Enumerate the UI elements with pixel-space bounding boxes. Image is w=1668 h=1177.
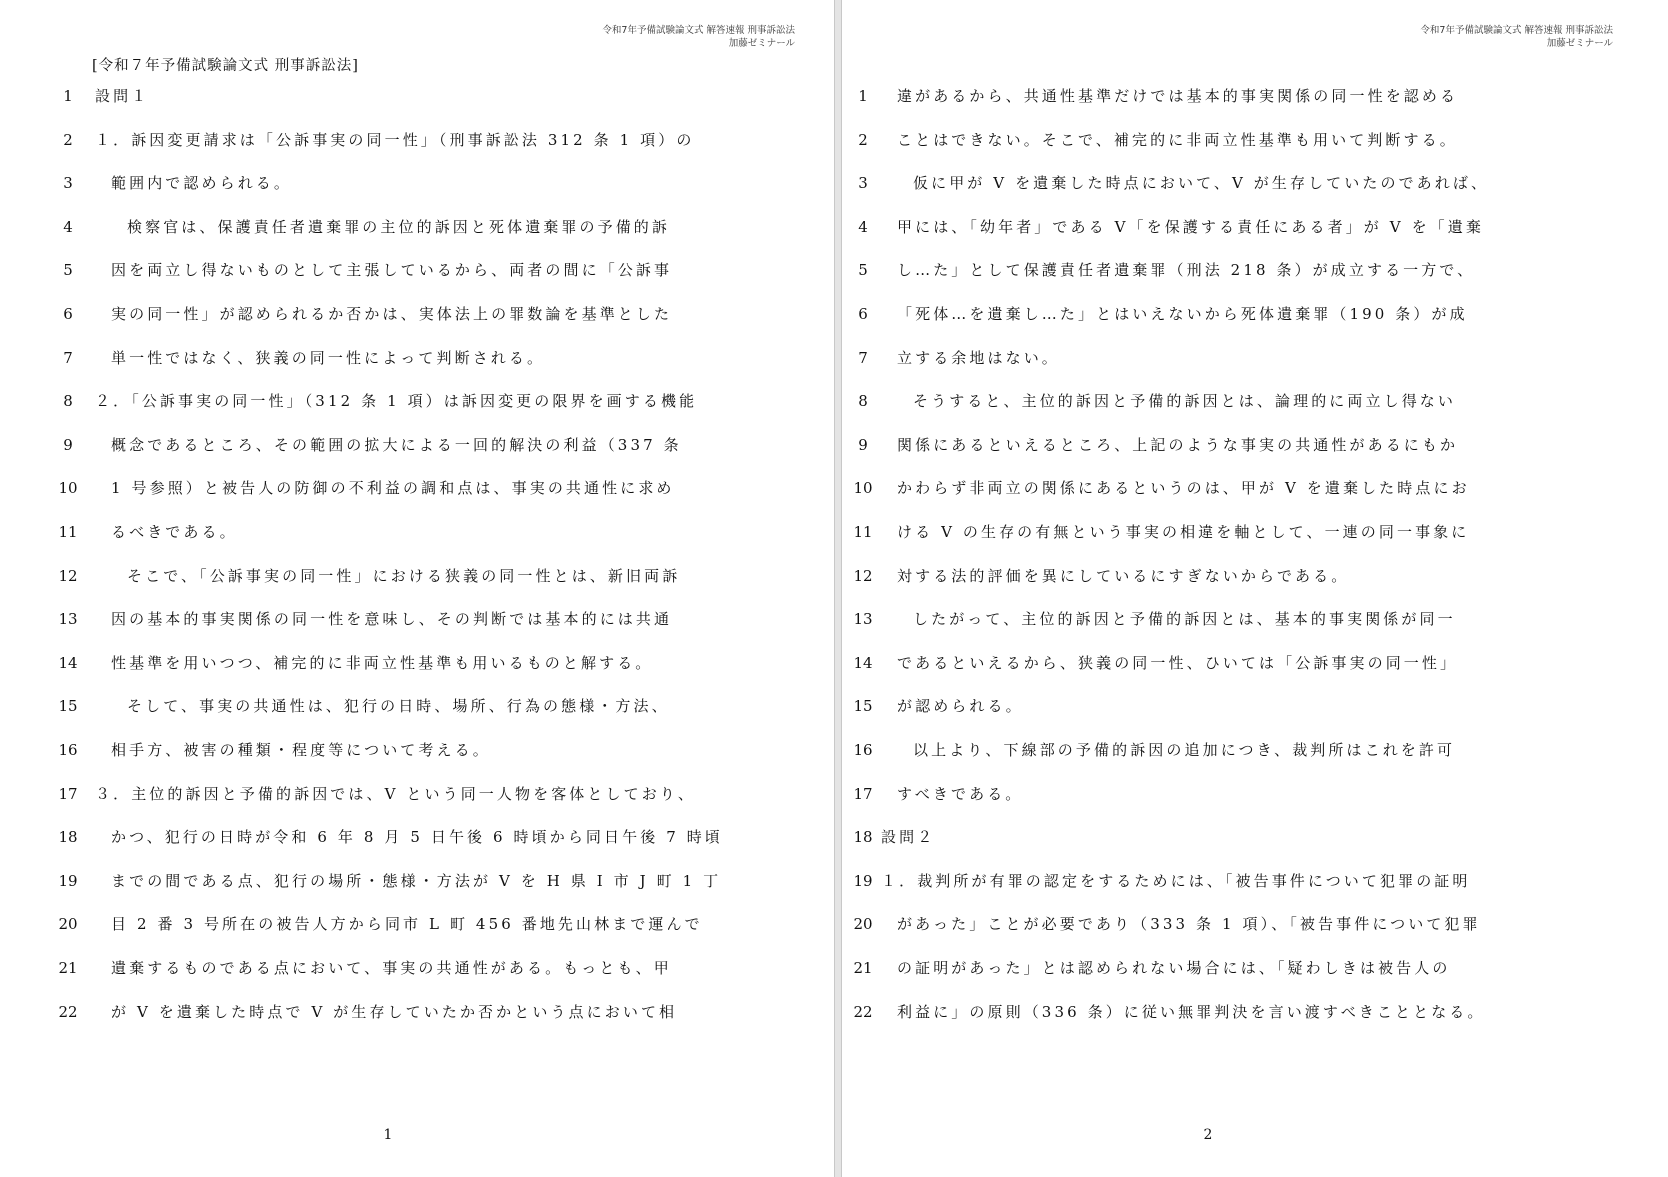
text-line — [843, 84, 1668, 108]
text-line — [0, 1000, 830, 1024]
line-number: 20 — [853, 915, 873, 934]
line-text: 仮に甲が V を遺棄した時点において、V が生存していたのであれば、 — [913, 174, 1490, 193]
text-line — [843, 389, 1668, 413]
line-text: であるといえるから、狭義の同一性、ひいては「公訴事実の同一性」 — [897, 653, 1459, 672]
text-line — [843, 302, 1668, 326]
line-number: 9 — [858, 435, 868, 454]
line-text: 概念であるところ、その範囲の拡大による一回的解決の利益（337 条 — [111, 435, 682, 454]
line-text: 因の基本的事実関係の同一性を意味し、その判断では基本的には共通 — [111, 610, 673, 629]
line-number: 21 — [853, 959, 873, 977]
text-line — [0, 782, 830, 806]
line-number: 5 — [63, 261, 73, 280]
text-line — [843, 651, 1668, 675]
line-text: ける V の生存の有無という事実の相違を軸として、一連の同一事象に — [897, 523, 1470, 541]
text-line — [0, 171, 830, 195]
line-text: 遺棄するものである点において、事実の共通性がある。もっとも、甲 — [111, 959, 672, 977]
line-number: 16 — [853, 741, 873, 759]
line-text: るべきである。 — [111, 523, 238, 541]
text-line — [0, 346, 830, 370]
page-number: 1 — [383, 1127, 393, 1143]
line-number: 14 — [853, 653, 873, 672]
text-line — [0, 651, 830, 675]
text-line — [0, 215, 830, 239]
text-line — [0, 869, 830, 893]
text-line — [843, 171, 1668, 195]
text-line — [843, 869, 1668, 893]
line-text: 違があるから、共通性基準だけでは基本的事実関係の同一性を認める — [897, 87, 1459, 105]
line-text: までの間である点、犯行の場所・態様・方法が V を H 県 I 市 J 町 1 丁 — [111, 871, 722, 890]
line-number: 4 — [63, 217, 73, 236]
text-line — [0, 84, 830, 108]
text-line — [0, 738, 830, 762]
text-line — [843, 258, 1668, 282]
line-text: したがって、主位的訴因と予備的訴因とは、基本的事実関係が同一 — [913, 610, 1456, 629]
line-text: １．訴因変更請求は「公訴事実の同一性」（刑事訴訟法 312 条 1 項）の — [95, 130, 695, 149]
page-divider — [834, 0, 842, 1177]
line-number: 5 — [858, 261, 868, 280]
text-line — [0, 607, 830, 631]
text-line — [843, 520, 1668, 544]
text-line — [843, 476, 1668, 500]
text-line — [0, 825, 830, 849]
line-text: があった」ことが必要であり（333 条 1 項）、「被告事件について犯罪 — [897, 915, 1481, 934]
line-number: 19 — [853, 871, 873, 890]
line-text: ３．主位的訴因と予備的訴因では、V という同一人物を客体としており、 — [95, 784, 697, 803]
text-line — [0, 302, 830, 326]
text-line — [843, 782, 1668, 806]
header-publisher: 加藤ゼミナール — [728, 38, 795, 49]
document-page-1 — [0, 0, 830, 1177]
page-number: 2 — [1203, 1127, 1213, 1143]
text-line — [0, 258, 830, 282]
text-line — [843, 1000, 1668, 1024]
text-line — [843, 825, 1668, 849]
line-text: 以上より、下線部の予備的訴因の追加につき、裁判所はこれを許可 — [913, 741, 1456, 759]
text-line — [843, 912, 1668, 936]
line-number: 2 — [858, 130, 868, 149]
line-text: 立する余地はない。 — [897, 348, 1060, 367]
line-number: 7 — [858, 348, 868, 367]
line-number: 16 — [58, 741, 78, 759]
line-text: 実の同一性」が認められるか否かは、実体法上の罪数論を基準とした — [111, 305, 673, 323]
text-line — [0, 389, 830, 413]
header-publisher: 加藤ゼミナール — [1546, 38, 1613, 49]
line-text: 利益に」の原則（336 条）に従い無罪判決を言い渡すべきこととなる。 — [897, 1002, 1486, 1021]
text-line — [843, 128, 1668, 152]
line-number: 10 — [58, 479, 78, 498]
line-text: 関係にあるといえるところ、上記のような事実の共通性があるにもか — [897, 435, 1459, 454]
line-number: 18 — [853, 828, 873, 847]
line-number: 7 — [63, 348, 73, 367]
line-number: 9 — [63, 435, 73, 454]
line-number: 13 — [853, 610, 873, 629]
line-text: そうすると、主位的訴因と予備的訴因とは、論理的に両立し得ない — [913, 392, 1457, 411]
header-exam-title: 令和7年予備試験論文式 解答速報 刑事訴訟法 — [1420, 25, 1613, 36]
line-number: 1 — [858, 87, 868, 105]
line-number: 22 — [58, 1002, 78, 1021]
text-line — [843, 433, 1668, 457]
line-text: が V を遺棄した時点で V が生存していたか否かという点において相 — [111, 1002, 678, 1021]
line-text: の証明があった」とは認められない場合には、「疑わしきは被告人の — [897, 959, 1451, 977]
line-number: 12 — [853, 566, 873, 585]
text-line — [0, 520, 830, 544]
line-text: 単一性ではなく、狭義の同一性によって判断される。 — [111, 348, 546, 367]
line-number: 12 — [58, 566, 78, 585]
line-text: ２．「公訴事実の同一性」（312 条 1 項）は訴因変更の限界を画する機能 — [95, 392, 698, 411]
line-text: １．裁判所が有罪の認定をするためには、「被告事件について犯罪の証明 — [881, 871, 1471, 890]
text-line — [0, 476, 830, 500]
line-text: そして、事実の共通性は、犯行の日時、場所、行為の態様・方法、 — [127, 697, 670, 716]
document-title: [令和７年予備試験論文式 刑事訴訟法] — [92, 58, 359, 74]
line-text: すべきである。 — [897, 784, 1024, 803]
text-line — [0, 912, 830, 936]
line-text: 性基準を用いつつ、補完的に非両立性基準も用いるものと解する。 — [111, 653, 654, 672]
line-number: 4 — [858, 217, 868, 236]
text-line — [0, 694, 830, 718]
header-exam-title: 令和7年予備試験論文式 解答速報 刑事訴訟法 — [602, 25, 795, 36]
line-text: 検察官は、保護責任者遺棄罪の主位的訴因と死体遺棄罪の予備的訴 — [127, 217, 671, 236]
text-line — [0, 564, 830, 588]
line-text: 相手方、被害の種類・程度等について考える。 — [111, 741, 491, 759]
page-header — [602, 24, 795, 50]
line-number: 15 — [58, 697, 78, 716]
line-number: 8 — [858, 392, 868, 411]
line-text: 1 号参照）と被告人の防御の不利益の調和点は、事実の共通性に求め — [111, 479, 675, 498]
line-number: 6 — [858, 305, 868, 323]
line-text: 因を両立し得ないものとして主張しているから、両者の間に「公訴事 — [111, 261, 673, 280]
line-number: 15 — [853, 697, 873, 716]
line-text: 範囲内で認められる。 — [111, 174, 293, 193]
text-line — [0, 433, 830, 457]
line-number: 1 — [63, 87, 73, 105]
text-line — [843, 738, 1668, 762]
line-number: 20 — [58, 915, 78, 934]
line-number: 11 — [853, 523, 873, 541]
line-text: し…た」として保護責任者遺棄罪（刑法 218 条）が成立する一方で、 — [897, 261, 1476, 280]
line-number: 17 — [853, 784, 873, 803]
text-line — [0, 128, 830, 152]
line-number: 22 — [853, 1002, 873, 1021]
line-number: 3 — [63, 174, 73, 193]
text-line — [0, 956, 830, 980]
text-line — [843, 956, 1668, 980]
page-header — [1420, 24, 1613, 50]
line-text: 設問１ — [95, 87, 150, 105]
line-text: が認められる。 — [897, 697, 1024, 716]
line-number: 14 — [58, 653, 78, 672]
line-text: かつ、犯行の日時が令和 6 年 8 月 5 日午後 6 時頃から同日午後 7 時頃 — [111, 828, 723, 847]
line-number: 6 — [63, 305, 73, 323]
line-text: 「死体…を遺棄し…た」とはいえないから死体遺棄罪（190 条）が成 — [897, 305, 1468, 323]
line-number: 10 — [853, 479, 873, 498]
line-text: 目 2 番 3 号所在の被告人方から同市 L 町 456 番地先山林まで運んで — [111, 915, 703, 934]
line-text: かわらず非両立の関係にあるというのは、甲が V を遺棄した時点にお — [897, 479, 1470, 498]
text-line — [843, 564, 1668, 588]
line-number: 17 — [58, 784, 78, 803]
text-line — [843, 215, 1668, 239]
line-number: 19 — [58, 871, 78, 890]
line-number: 21 — [58, 959, 78, 977]
line-number: 2 — [63, 130, 73, 149]
line-text: 設問２ — [881, 828, 936, 847]
text-line — [843, 694, 1668, 718]
document-page-2 — [843, 0, 1668, 1177]
line-text: ことはできない。そこで、補完的に非両立性基準も用いて判断する。 — [897, 130, 1458, 149]
line-number: 18 — [58, 828, 78, 847]
line-number: 11 — [58, 523, 78, 541]
line-text: 対する法的評価を異にしているにすぎないからである。 — [897, 566, 1350, 585]
line-number: 8 — [63, 392, 73, 411]
line-text: 甲には、「幼年者」である V「を保護する責任にある者」が V を「遺棄 — [897, 217, 1484, 236]
text-line — [843, 607, 1668, 631]
text-line — [843, 346, 1668, 370]
line-number: 13 — [58, 610, 78, 629]
line-number: 3 — [858, 174, 868, 193]
line-text: そこで、「公訴事実の同一性」における狭義の同一性とは、新旧両訴 — [127, 566, 681, 585]
